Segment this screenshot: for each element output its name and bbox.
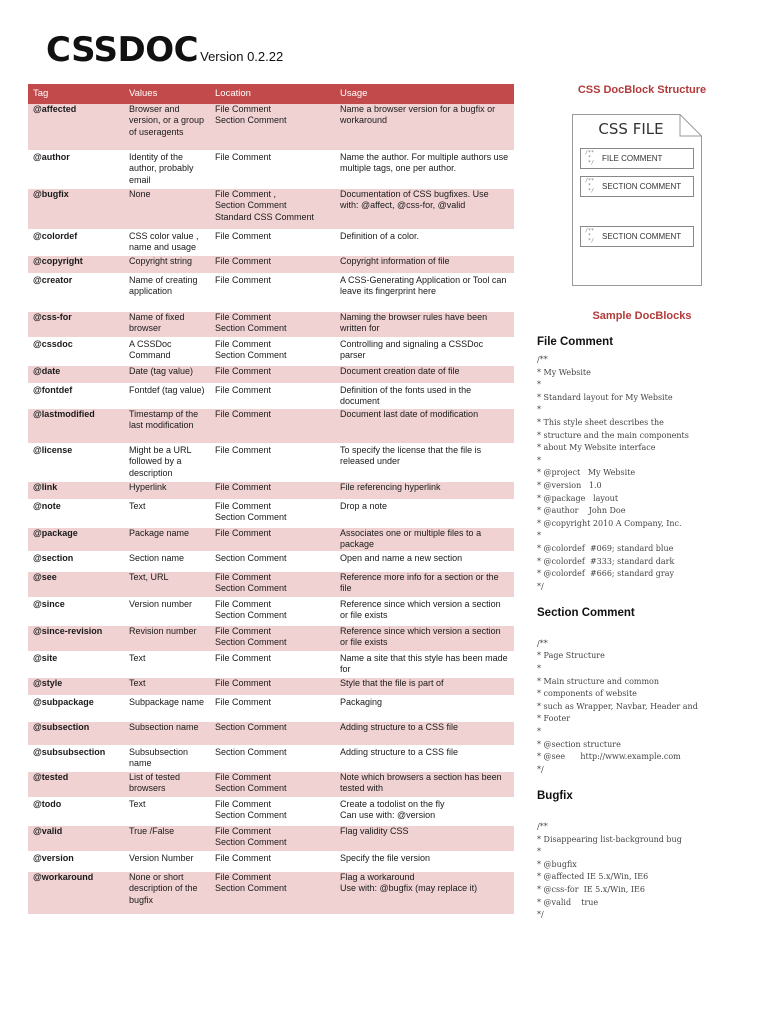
sample-file-comment <box>537 336 747 593</box>
cell-location-line: File Comment <box>215 231 272 241</box>
cell-location <box>210 500 335 527</box>
tag-table <box>28 84 514 916</box>
cell-values: Browser and version, or a group of useragents <box>124 104 210 151</box>
table-row <box>28 444 514 481</box>
sample-title: Section Comment <box>537 607 635 620</box>
cell-values: Fontdef (tag value) <box>124 384 210 409</box>
cell-location-line: File Comment <box>215 445 272 456</box>
cell-location <box>210 721 335 746</box>
cell-location-line: File Comment , <box>215 189 277 199</box>
cell-tag: @cssdoc <box>28 338 124 365</box>
cell-tag: @colordef <box>28 230 124 255</box>
table-row <box>28 746 514 771</box>
table-row <box>28 481 514 500</box>
cell-usage: To specify the license that the file is released under <box>335 444 514 481</box>
cell-location <box>210 871 335 915</box>
cell-values: Text <box>124 652 210 677</box>
cell-location-line: File Comment <box>215 311 272 322</box>
cell-location-line: File Comment <box>215 626 272 637</box>
code-line: * <box>537 664 541 674</box>
cell-location <box>210 746 335 771</box>
cell-location-line: File Comment <box>215 152 272 162</box>
code-block <box>537 808 747 921</box>
cell-usage: Specify the file version <box>335 852 514 871</box>
cell-location <box>210 384 335 409</box>
cell-location <box>210 771 335 798</box>
table-row <box>28 696 514 721</box>
cell-values: A CSSDoc Command <box>124 338 210 365</box>
cell-location-line: Section Comment <box>215 553 287 564</box>
cell-values: None <box>124 188 210 230</box>
cell-usage-line: Flag a workaround <box>340 872 415 883</box>
code-block <box>537 625 747 776</box>
cell-usage: Open and name a new section <box>335 552 514 571</box>
code-line: * @colordef #069; standard blue <box>537 543 674 553</box>
cell-location-line: File Comment <box>215 872 272 883</box>
code-line: * <box>537 847 541 857</box>
cell-tag: @note <box>28 500 124 527</box>
cell-location-line: File Comment <box>215 528 272 539</box>
box-label: FILE COMMENT <box>602 154 663 163</box>
sample-title: Bugfix <box>537 790 573 803</box>
code-line: * <box>537 380 541 390</box>
cell-values: Text <box>124 500 210 527</box>
cell-values: Text <box>124 798 210 825</box>
cell-location-line: Section Comment <box>215 322 287 333</box>
cell-usage: Associates one or multiple files to a package <box>335 527 514 552</box>
column-header-location: Location <box>210 84 335 104</box>
cell-location-line: Section Comment <box>215 637 287 648</box>
cell-values: Hyperlink <box>124 481 210 500</box>
cell-location-line: Section Comment <box>215 115 287 126</box>
table-row <box>28 771 514 798</box>
cell-values: Text, URL <box>124 571 210 598</box>
cell-usage: Style that the file is part of <box>335 677 514 696</box>
cell-location <box>210 677 335 696</box>
cell-location-line: Section Comment <box>215 349 287 360</box>
cell-location-line: Section Comment <box>215 512 287 523</box>
cell-usage-line: Create a todolist on the fly <box>340 799 445 810</box>
table-row <box>28 721 514 746</box>
cell-usage: Naming the browser rules have been written for <box>335 311 514 338</box>
code-line: * Disappearing list-background bug <box>537 834 682 844</box>
cell-tag: @link <box>28 481 124 500</box>
code-line: * Standard layout for My Website <box>537 392 673 402</box>
cell-location <box>210 552 335 571</box>
cell-tag: @todo <box>28 798 124 825</box>
table-row <box>28 311 514 338</box>
cell-values: CSS color value , name and usage <box>124 230 210 255</box>
cell-location <box>210 696 335 721</box>
cell-values: Copyright string <box>124 255 210 274</box>
code-line: */ <box>537 581 544 591</box>
cell-usage: Document creation date of file <box>335 365 514 384</box>
cell-location-line: File Comment <box>215 384 272 395</box>
table-row <box>28 104 514 151</box>
code-line <box>537 808 747 821</box>
cell-values: Subsection name <box>124 721 210 746</box>
cell-location-line: Section Comment <box>215 810 287 821</box>
cell-usage: Definition of a color. <box>335 230 514 255</box>
cell-tag: @subsubsection <box>28 746 124 771</box>
sample-docblocks-heading: Sample DocBlocks <box>592 310 692 322</box>
section-comment-box <box>580 176 694 197</box>
table-row <box>28 500 514 527</box>
cell-tag: @section <box>28 552 124 571</box>
table-row <box>28 625 514 652</box>
cell-location-line: Section Comment <box>215 200 287 211</box>
cell-values: Version number <box>124 598 210 625</box>
code-line: /** <box>537 638 548 648</box>
cell-usage: Reference more info for a section or the file <box>335 571 514 598</box>
box-label: SECTION COMMENT <box>602 182 682 191</box>
table-row <box>28 652 514 677</box>
table-row <box>28 365 514 384</box>
table-row <box>28 598 514 625</box>
code-line: /** <box>537 822 548 831</box>
table-row <box>28 274 514 311</box>
table-row <box>28 408 514 444</box>
cell-usage: Note which browsers a section has been tested with <box>335 771 514 798</box>
cell-location <box>210 852 335 871</box>
cell-location-line: File Comment <box>215 853 272 864</box>
table-row <box>28 571 514 598</box>
cell-values: Name of fixed browser <box>124 311 210 338</box>
cell-tag: @valid <box>28 825 124 852</box>
cell-location <box>210 444 335 481</box>
code-line: * @section structure <box>537 739 621 749</box>
code-line: */ <box>537 764 544 774</box>
cell-values: Revision number <box>124 625 210 652</box>
cell-location-line: Section Comment <box>215 747 287 758</box>
table-row <box>28 527 514 552</box>
code-line: * Footer <box>537 714 571 724</box>
css-file-outline <box>572 114 702 286</box>
table-body <box>28 104 514 915</box>
cell-usage: Document last date of modification <box>335 408 514 444</box>
cell-location <box>210 365 335 384</box>
cell-values: Subsubsection name <box>124 746 210 771</box>
cell-location-line: File Comment <box>215 772 272 783</box>
code-line: * Main structure and common <box>537 676 660 686</box>
cell-location-line: Section Comment <box>215 837 287 848</box>
cell-values: Section name <box>124 552 210 571</box>
cell-location-line: Section Comment <box>215 722 287 733</box>
cell-values: Identity of the author, probably email <box>124 151 210 188</box>
cell-tag: @version <box>28 852 124 871</box>
cell-location <box>210 571 335 598</box>
table-row <box>28 384 514 409</box>
cell-location-line: File Comment <box>215 365 272 376</box>
cell-location-line: Section Comment <box>215 610 287 621</box>
cell-location-line: Standard CSS Comment <box>215 211 315 222</box>
code-line: * @bugfix <box>537 859 577 869</box>
cell-location-line: File Comment <box>215 409 272 420</box>
table-row <box>28 677 514 696</box>
cell-usage: Packaging <box>335 696 514 721</box>
code-line: * @author John Doe <box>537 506 626 516</box>
table-row <box>28 151 514 188</box>
code-line: * <box>537 531 541 541</box>
cell-location-line: File Comment <box>215 697 272 708</box>
cell-location <box>210 188 335 230</box>
cell-usage: File referencing hyperlink <box>335 481 514 500</box>
table-row <box>28 871 514 915</box>
cell-location <box>210 652 335 677</box>
cell-values: Name of creating application <box>124 274 210 311</box>
cell-tag: @site <box>28 652 124 677</box>
css-file-label: CSS FILE <box>598 120 664 138</box>
code-line: * structure and the main components <box>537 430 689 440</box>
cell-usage <box>335 871 514 915</box>
code-line: * @colordef #666; standard gray <box>537 569 675 579</box>
cell-location <box>210 598 335 625</box>
code-line: * <box>537 727 541 737</box>
comment-glyph-icon: /** * */ <box>585 228 595 244</box>
cell-tag: @author <box>28 151 124 188</box>
code-line: /** <box>537 355 548 364</box>
code-line: * <box>537 405 541 415</box>
cell-tag: @package <box>28 527 124 552</box>
table-row <box>28 338 514 365</box>
cell-tag: @fontdef <box>28 384 124 409</box>
cell-location-line: File Comment <box>215 653 272 664</box>
cell-tag: @since-revision <box>28 625 124 652</box>
cell-location <box>210 151 335 188</box>
cell-tag: @license <box>28 444 124 481</box>
code-line: * components of website <box>537 689 637 699</box>
cell-values: Might be a URL followed by a description <box>124 444 210 481</box>
cell-location-line: File Comment <box>215 826 272 837</box>
cell-location-line: File Comment <box>215 255 272 266</box>
code-line: * @affected IE 5.x/Win, IE6 <box>537 872 649 882</box>
cell-location <box>210 230 335 255</box>
cell-location-line: Section Comment <box>215 783 287 794</box>
cell-values: Timestamp of the last modification <box>124 408 210 444</box>
cell-tag: @date <box>28 365 124 384</box>
cell-location <box>210 825 335 852</box>
cell-location-line: File Comment <box>215 799 272 810</box>
cell-tag: @workaround <box>28 871 124 915</box>
page-header <box>46 30 283 70</box>
cell-values: True /False <box>124 825 210 852</box>
table-row <box>28 188 514 230</box>
code-line: * @valid true <box>537 897 599 907</box>
code-line: * @version 1.0 <box>537 480 602 490</box>
docblock-structure-heading: CSS DocBlock Structure <box>577 84 707 96</box>
cell-location-line: File Comment <box>215 678 272 689</box>
cell-tag: @css-for <box>28 311 124 338</box>
cell-usage: Drop a note <box>335 500 514 527</box>
cell-tag: @subsection <box>28 721 124 746</box>
cell-usage: Name a browser version for a bugfix or workaround <box>335 104 514 151</box>
cell-location <box>210 625 335 652</box>
cell-usage: A CSS-Generating Application or Tool can leave its fingerprint here <box>335 274 514 311</box>
table-header-row <box>28 84 514 104</box>
cell-usage: Flag validity CSS <box>335 825 514 852</box>
cell-location-line: File Comment <box>215 572 272 583</box>
cell-location <box>210 255 335 274</box>
cell-values: Version Number <box>124 852 210 871</box>
cell-location <box>210 481 335 500</box>
column-header-values: Values <box>124 84 210 104</box>
cell-usage-line: Use with: @bugfix (may replace it) <box>340 883 478 894</box>
cell-location-line: File Comment <box>215 501 272 512</box>
version-label: Version 0.2.22 <box>200 49 284 64</box>
cell-tag: @subpackage <box>28 696 124 721</box>
cell-usage <box>335 798 514 825</box>
cell-values: Date (tag value) <box>124 365 210 384</box>
cell-usage: Adding structure to a CSS file <box>335 746 514 771</box>
cell-location <box>210 798 335 825</box>
cell-tag: @affected <box>28 104 124 151</box>
cell-location <box>210 311 335 338</box>
cell-values: None or short description of the bugfix <box>124 871 210 915</box>
cell-location-line: File Comment <box>215 104 272 114</box>
cell-tag: @see <box>28 571 124 598</box>
cell-usage: Reference since which version a section or file exists <box>335 598 514 625</box>
cell-values: List of tested browsers <box>124 771 210 798</box>
cell-tag: @creator <box>28 274 124 311</box>
table-row <box>28 825 514 852</box>
cell-tag: @tested <box>28 771 124 798</box>
cell-usage: Name a site that this style has been made for <box>335 652 514 677</box>
code-line: * Page Structure <box>537 651 605 661</box>
cell-tag: @lastmodified <box>28 408 124 444</box>
cell-location-line: File Comment <box>215 482 272 493</box>
cell-values: Package name <box>124 527 210 552</box>
column-header-tag: Tag <box>28 84 124 104</box>
cell-usage: Name the author. For multiple authors use multiple tags, one per author. <box>335 151 514 188</box>
brand-title: CSSDOC <box>46 30 199 70</box>
code-line: * @css-for IE 5.x/Win, IE6 <box>537 884 645 894</box>
docblock-structure-diagram <box>572 114 702 286</box>
cell-usage-line: Can use with: @version <box>340 810 436 821</box>
file-comment-box <box>580 148 694 169</box>
right-column <box>537 84 747 922</box>
cell-usage: Definition of the fonts used in the document <box>335 384 514 409</box>
comment-glyph-icon: /** * */ <box>585 150 595 166</box>
cell-location-line: Section Comment <box>215 883 287 894</box>
code-line: * @colordef #333; standard dark <box>537 556 675 566</box>
cell-location-line: Section Comment <box>215 583 287 594</box>
sample-bugfix <box>537 790 747 921</box>
comment-glyph-icon: /** * */ <box>585 178 595 194</box>
cell-values: Text <box>124 677 210 696</box>
code-line: */ <box>537 910 544 920</box>
cell-location <box>210 527 335 552</box>
cell-usage: Documentation of CSS bugfixes. Use with: @affect, @css-for, @valid <box>335 188 514 230</box>
cell-tag: @style <box>28 677 124 696</box>
code-line: * My Website <box>537 367 591 377</box>
code-line: * such as Wrapper, Navbar, Header and <box>537 701 698 711</box>
cell-location-line: File Comment <box>215 338 272 349</box>
cell-tag: @copyright <box>28 255 124 274</box>
code-line: * @package layout <box>537 493 619 503</box>
cell-usage: Adding structure to a CSS file <box>335 721 514 746</box>
column-header-usage: Usage <box>335 84 514 104</box>
cell-values: Subpackage name <box>124 696 210 721</box>
code-line: * @see http://www.example.com <box>537 752 681 762</box>
cell-location <box>210 274 335 311</box>
code-line: * @copyright 2010 A Company, Inc. <box>537 518 682 528</box>
sample-section-comment <box>537 607 747 776</box>
code-block <box>537 354 747 593</box>
cell-location <box>210 104 335 151</box>
table-row <box>28 798 514 825</box>
code-line: * This style sheet describes the <box>537 417 664 427</box>
table-row <box>28 552 514 571</box>
cell-location <box>210 338 335 365</box>
cell-location <box>210 408 335 444</box>
cell-location-line: File Comment <box>215 599 272 610</box>
cell-usage: Copyright information of file <box>335 255 514 274</box>
code-line: * <box>537 455 541 465</box>
section-comment-box <box>580 226 694 247</box>
cell-tag: @bugfix <box>28 188 124 230</box>
table-row <box>28 230 514 255</box>
cell-location-line: File Comment <box>215 274 272 285</box>
table-row <box>28 255 514 274</box>
table-row <box>28 852 514 871</box>
box-label: SECTION COMMENT <box>602 232 682 241</box>
cell-usage: Controlling and signaling a CSSDoc parser <box>335 338 514 365</box>
cell-usage: Reference since which version a section or file exists <box>335 625 514 652</box>
sample-title: File Comment <box>537 336 614 348</box>
code-line: * @project My Website <box>537 468 636 478</box>
cell-tag: @since <box>28 598 124 625</box>
code-line <box>537 625 747 638</box>
code-line: * about My Website interface <box>537 443 656 453</box>
